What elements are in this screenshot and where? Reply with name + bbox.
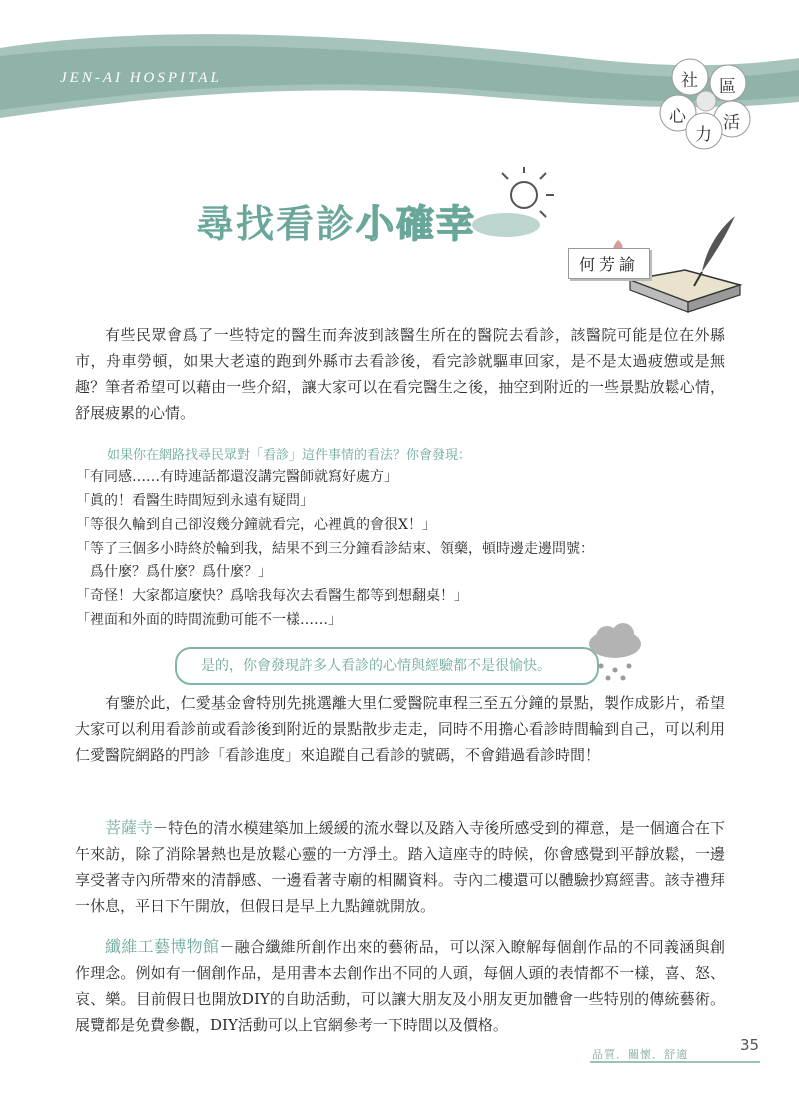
page-number: 35 (740, 1036, 760, 1054)
title-main: 尋找看診 (196, 202, 357, 246)
rain-cloud-icon (585, 622, 645, 684)
hospital-name: JEN-AI HOSPITAL (60, 70, 222, 86)
spot-2-text: －融合纖維所創作出來的藝術品，可以深入瞭解每個創作品的不同義涵與創作理念。例如有一個創作品，是用書本去創作出不同的人頭，每個人頭的表情都不一樣，喜、怒、哀、樂。目前假日也開放DIY的自助活動，可以讓大朋友及小朋友更加體會一些特別的傳統藝術。展覽都是免費參觀，DIY活動可以上官網參考一下時間以及價格。 (75, 938, 725, 1034)
page-title (196, 193, 476, 248)
callout-text: 是的，你會發現許多人看診的心情與經驗都不是很愉快。 (201, 658, 551, 674)
quote-line: 爲什麼？爲什麼？爲什麼？」 (76, 564, 272, 580)
intro-paragraph: 有些民眾會爲了一些特定的醫生而奔波到該醫生所在的醫院去看診，該醫院可能是位在外縣市，舟車勞頓，如果大老遠的跑到外縣市去看診後，看完診就驅車回家，是不是太過疲憊或是無趣？筆者希望可以藉由一些介紹，讓大家可以在看完醫生之後，抽空到附近的一些景點放鬆心情，舒展疲累的心情。 (75, 326, 725, 422)
quote-line: 「等很久輪到自己卻沒幾分鐘就看完，心裡眞的會很X！」 (76, 517, 436, 533)
author-name: 何芳諭 (568, 248, 650, 279)
badge-char: 區 (719, 77, 736, 97)
spot-1-text: －特色的清水模建築加上緩緩的流水聲以及踏入寺後所感受到的禪意，是一個適合在下午來訪，除了消除暑熱也是放鬆心靈的一方淨土。踏入這座寺的時候，你會感覺到平靜放鬆，一邊享受著寺內所帶來的清靜感、一邊看著寺廟的相關資料。寺內二樓還可以體驗抄寫經書。該寺禮拜一休息，平日下午開放，但假日是早上九點鐘就開放。 (75, 819, 725, 915)
paragraph-2: 有鑒於此，仁愛基金會特別先挑選離大里仁愛醫院車程三至五分鐘的景點，製作成影片，希望大家可以利用看診前或看診後到附近的景點散步走走，同時不用擔心看診時間輪到自己，可以利用仁愛醫院網路的門診「看診進度」來追蹤自己看診的號碼，不會錯過看診時間！ (75, 694, 725, 764)
badge-char: 力 (695, 125, 712, 145)
quote-line: 「等了三個多小時終於輪到我，結果不到三分鐘看診結束、領藥，頓時邊走邊問號： (76, 541, 594, 557)
spot-2-paragraph (75, 934, 725, 1038)
footer-divider (590, 1061, 760, 1063)
title-highlight: 小確幸 (356, 202, 477, 246)
badge-char: 心 (669, 107, 686, 127)
callout-box (175, 647, 599, 685)
quote-line: 「裡面和外面的時間流動可能不一樣……」 (76, 612, 342, 628)
quote-line: 「眞的！看醫生時間短到永遠有疑問」 (76, 493, 314, 509)
spot-1-name: 菩薩寺 (105, 818, 154, 837)
badge-char: 活 (723, 113, 740, 133)
quote-heading: 如果你在網路找尋民眾對「看診」這件事情的看法？你會發現： (107, 448, 472, 463)
spot-2-name: 纖維工藝博物館 (105, 937, 220, 956)
section-badge (650, 55, 760, 150)
badge-char: 社 (681, 71, 698, 91)
quote-line: 「有同感……有時連話都還沒講完醫師就寫好處方」 (76, 469, 398, 485)
quote-line: 「奇怪！大家都這麼快？爲啥我每次去看醫生都等到想翻桌！」 (76, 588, 468, 604)
spot-1-paragraph (75, 815, 725, 919)
footer-motto: 品質．關懷．舒適 (592, 1048, 688, 1061)
title-block (178, 165, 598, 255)
